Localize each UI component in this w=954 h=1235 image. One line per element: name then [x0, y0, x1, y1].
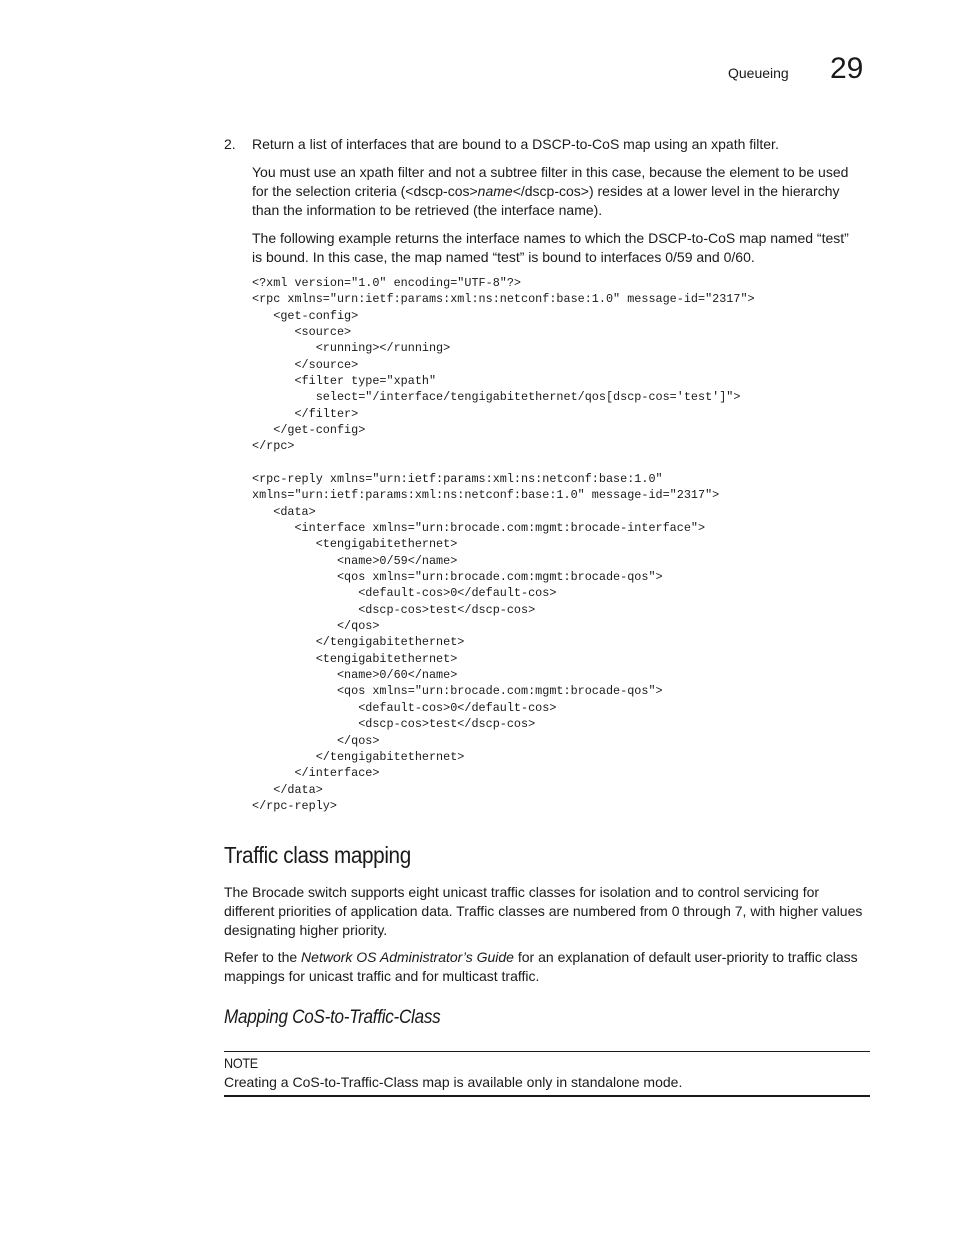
- section-heading-traffic-class-mapping: Traffic class mapping: [224, 842, 411, 868]
- step-number: 2.: [224, 136, 236, 152]
- note-box: [224, 1051, 870, 1097]
- traffic-paragraph-1: The Brocade switch supports eight unicast traffic classes for isolation and to control servicing for different priorities of application data. Traffic classes are numbered from 0 through 7, with higher values designating higher priority.: [224, 884, 863, 938]
- paragraph-text-before: Refer to the: [224, 949, 302, 965]
- note-text: Creating a CoS-to-Traffic-Class map is available only in standalone mode.: [224, 1074, 683, 1090]
- step-text: Return a list of interfaces that are bound to a DSCP-to-CoS map using an xpath filter.: [252, 136, 779, 152]
- paragraph-text-before: You must use an xpath filter and not a subtree filter in this case, because the element to be used for the selection criteria (<dscp-cos>: [252, 164, 849, 199]
- subsection-heading-mapping-cos: Mapping CoS-to-Traffic-Class: [224, 1007, 441, 1028]
- code-block-reply: <rpc-reply xmlns="urn:ietf:params:xml:ns:netconf:base:1.0" xmlns="urn:ietf:params:xml:ns:netconf:base:1.0" message-id="2317"> <data> <interface xmlns="urn:brocade.com:mgmt:brocade-interface"> <tengigabitethernet> <name>0/59</name> <qos xmlns="urn:brocade.com:mgmt:brocade-qos"> <default-cos>0</default-cos> <dscp-cos>test</dscp-cos> </qos> </tengigabitethernet> <tengigabitethernet> <name>0/60</name> <qos xmlns="urn:brocade.com:mgmt:brocade-qos"> <default-cos>0</default-cos> <dscp-cos>test</dscp-cos> </qos> </tengigabitethernet> </interface> </data> </rpc-reply>: [252, 472, 720, 813]
- paragraph-text-after: </dscp-cos>) resides at a lower level in the hierarchy than the information to be retrieved (the interface name).: [252, 183, 840, 218]
- paragraph-italic-name: name: [477, 183, 513, 199]
- traffic-paragraph-2: [224, 948, 864, 986]
- note-label: NOTE: [224, 1055, 258, 1071]
- guide-title: Network OS Administrator’s Guide: [301, 949, 514, 965]
- step-paragraph-xpath: [252, 163, 862, 220]
- step-paragraph-example: The following example returns the interface names to which the DSCP-to-CoS map named “test” is bound. In this case, the map named “test” is bound to interfaces 0/59 and 0/60.: [252, 230, 849, 265]
- running-header-section: Queueing: [728, 65, 789, 81]
- chapter-number: 29: [830, 52, 864, 85]
- code-block-request: <?xml version="1.0" encoding="UTF-8"?> <rpc xmlns="urn:ietf:params:xml:ns:netconf:base:1.0" message-id="2317"> <get-config> <source> <running></running> </source> <filter type="xpath" select="/interface/tengigabitethernet/qos[dscp-cos='test']"> </filter> </get-config> </rpc>: [252, 276, 755, 454]
- paragraph-text-after: for an explanation of default user-priority to traffic class mappings for unicast traffic and for multicast traffic.: [224, 949, 858, 984]
